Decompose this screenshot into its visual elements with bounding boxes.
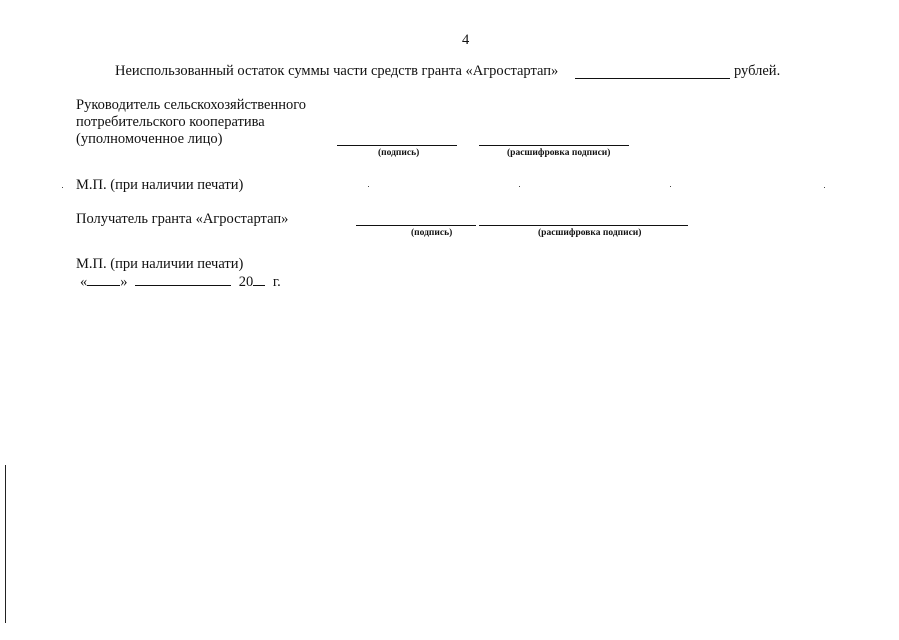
stray-dot (824, 187, 825, 188)
recipient-label: Получатель гранта «Агростартап» (76, 211, 289, 227)
date-year-blank[interactable] (253, 273, 265, 286)
page-number: 4 (462, 32, 470, 48)
date-open-quote: « (80, 274, 88, 290)
head-signature-caption: (подпись) (378, 148, 420, 158)
head-title-line2: потребительского кооператива (76, 114, 265, 130)
recipient-signature-line[interactable] (356, 225, 476, 226)
head-title-line1: Руководитель сельскохозяйственного (76, 97, 307, 113)
recipient-decoding-line[interactable] (479, 225, 688, 226)
head-decoding-line[interactable] (479, 145, 629, 146)
stray-dot (519, 186, 520, 187)
date-close-quote: » (120, 274, 128, 290)
stamp-note-1: М.П. (при наличии печати) (76, 177, 244, 193)
date-line (80, 273, 281, 291)
head-signature-line[interactable] (337, 145, 457, 146)
head-decoding-caption: (расшифровка подписи) (507, 148, 611, 158)
date-day-blank[interactable] (87, 273, 120, 286)
stray-dot (670, 186, 671, 187)
date-suffix: г. (272, 274, 281, 290)
stray-dot (368, 186, 369, 187)
scan-edge-line (5, 465, 6, 623)
remainder-unit: рублей. (734, 63, 781, 79)
date-month-blank[interactable] (135, 273, 231, 286)
stray-dot (62, 187, 63, 188)
remainder-text: Неиспользованный остаток суммы части средств гранта «Агростартап» (115, 63, 559, 79)
date-year-prefix: 20 (238, 274, 254, 290)
head-title-line3: (уполномоченное лицо) (76, 131, 223, 147)
recipient-decoding-caption: (расшифровка подписи) (538, 228, 642, 238)
recipient-signature-caption: (подпись) (411, 228, 453, 238)
stamp-note-2: М.П. (при наличии печати) (76, 256, 244, 272)
remainder-amount-blank[interactable] (575, 78, 730, 79)
